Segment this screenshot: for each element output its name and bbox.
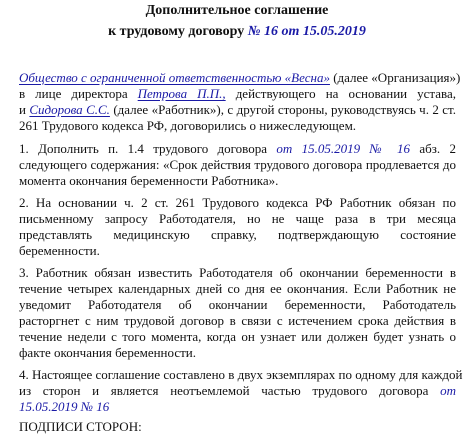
clause-1-contract-ref: от 15.05.2019 № 16 — [276, 141, 411, 156]
organization-role: (далее «Организация») — [333, 70, 461, 85]
clause-2-line-3: представлять медицинскую справку, подтверждающую состояние — [19, 227, 456, 242]
clause-1-line-3: момента окончания беременности Работника». — [19, 173, 279, 188]
director-name: Петрова П.П., — [137, 86, 226, 101]
employee-name: Сидорова С.С. — [29, 102, 110, 117]
clause-text: из сторон и является неотъемлемой частью трудового договора — [19, 383, 429, 398]
intro-text: действующего на основании устава, — [235, 86, 457, 101]
clause-3-line-3: уведомит Работодателя об окончании беременности, Работодатель — [19, 297, 456, 312]
document-subtitle — [0, 24, 474, 40]
clause-3-line-5: течение недели с того момента, когда он узнает или должен будет узнать о — [19, 329, 456, 344]
clause-3-line-6: факте окончания беременности. — [19, 345, 196, 360]
clause-3-line-4: расторгнет с ним трудовой договор в связи с истечением срока действия в — [19, 313, 456, 328]
clause-2-line-4: беременности. — [19, 243, 100, 258]
intro-line-1 — [19, 70, 460, 85]
clause-3-line-1: 3. Работник обязан известить Работодателя об окончании беременности в — [19, 265, 456, 280]
subtitle-prefix: к трудовому договору — [108, 24, 245, 39]
clause-1-line-1 — [19, 141, 456, 156]
intro-text: (далее «Работник»), с другой стороны, руководствуясь ч. 2 ст. — [113, 102, 456, 117]
contract-reference: № 16 от 15.05.2019 — [247, 24, 366, 39]
signatures-heading: ПОДПИСИ СТОРОН: — [19, 419, 142, 434]
clause-3-line-2: течение четырех календарных дней со дня ее окончания. Если Работник не — [19, 281, 456, 296]
intro-line-2 — [19, 86, 456, 101]
intro-line-4: 261 Трудового кодекса РФ, договорились о нижеследующем. — [19, 118, 357, 133]
clause-2-line-1: 2. На основании ч. 2 ст. 261 Трудового кодекса РФ Работник обязан по — [19, 195, 456, 210]
clause-4-line-2 — [19, 383, 456, 398]
intro-text: в лице директора — [19, 86, 128, 101]
organization-name: Общество с ограниченной ответственностью «Весна» — [19, 70, 330, 85]
clause-2-line-2: письменному запросу Работодателя, но не чаще раза в три месяца — [19, 211, 456, 226]
clause-text: 1. Дополнить п. 1.4 трудового договора — [19, 141, 267, 156]
intro-text: и — [19, 102, 26, 117]
document-title: Дополнительное соглашение — [145, 3, 329, 18]
clause-text: абз. 2 — [419, 141, 457, 156]
clause-4-line-1: 4. Настоящее соглашение составлено в двух экземплярах по одному для каждой — [19, 367, 463, 382]
intro-line-3 — [19, 102, 456, 117]
clause-4-ref-prefix: от — [440, 383, 457, 398]
clause-1-line-2: следующего содержания: «Срок действия трудового договора продлевается до — [19, 157, 456, 172]
clause-4-contract-ref: 15.05.2019 № 16 — [19, 399, 110, 414]
